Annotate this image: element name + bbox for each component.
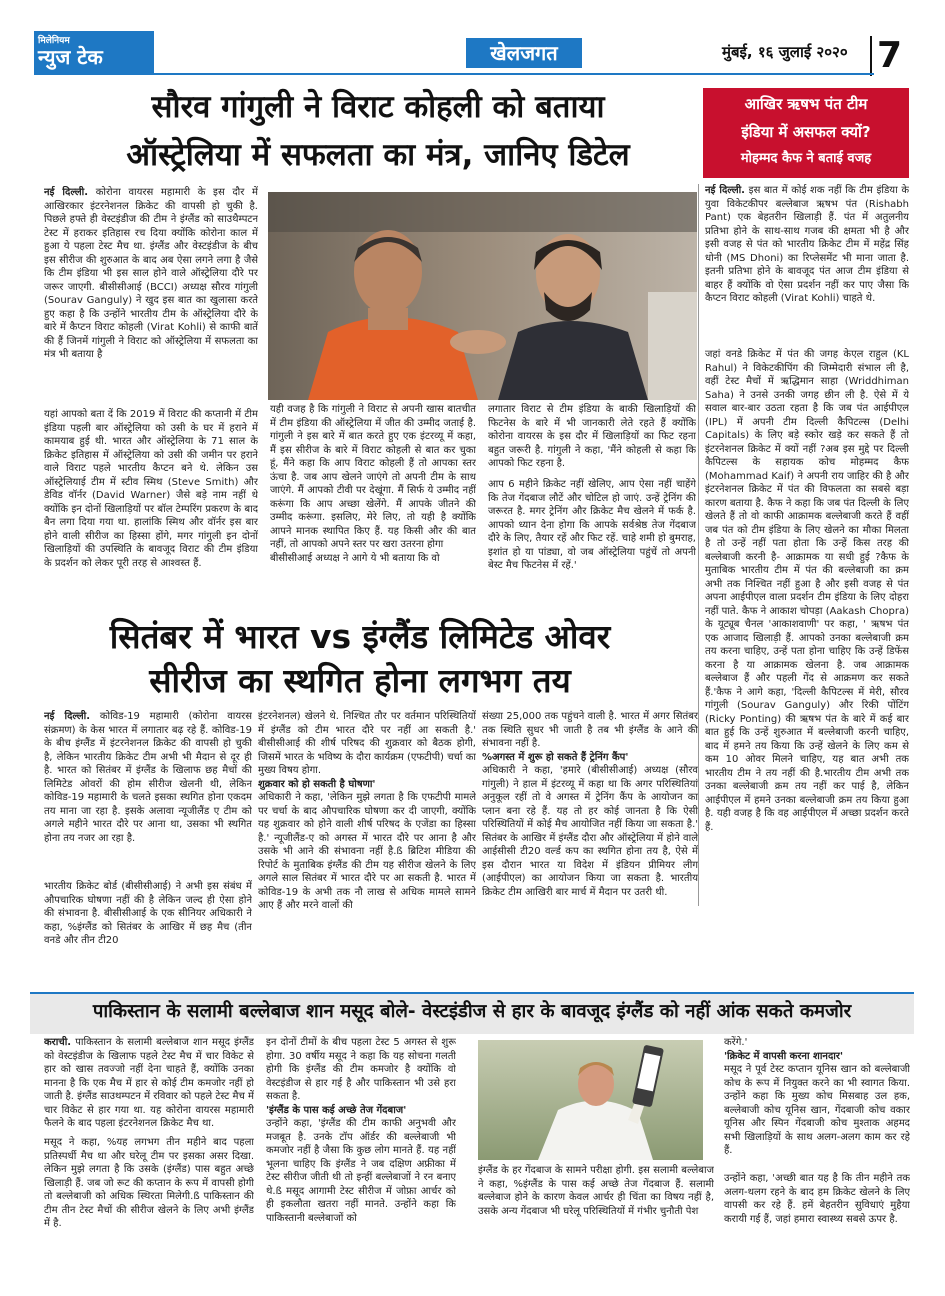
story3-column-4b <box>724 1172 910 1264</box>
story1-column-3 <box>488 403 696 473</box>
section-label: खेलजगत <box>466 38 582 68</box>
story1-column-1 <box>44 186 258 404</box>
story1-dateline: नई दिल्ली. <box>44 187 89 198</box>
story3-subhead-2: 'क्रिकेट में वापसी करना शानदार' <box>724 1050 844 1062</box>
sidebar-text-1 <box>705 184 909 344</box>
story3-col3-text: इंग्लैंड के हर गेंदबाज के सामने परीक्षा होगी. इस सलामी बल्लेबाज ने कहा, %इंग्लैंड के पास कई अच्छे तेज गेंदबाज हैं. सलामी बल्लेबाज होने के कारण केवल आर्चर ही चिंता का विषय नहीं है, उसके अन्य गेंदबाज भी घरेलू परिस्थितियों में गंभीर चुनौती पेश <box>478 1165 714 1217</box>
story2-column-1b <box>44 880 252 988</box>
story2-col3b-text: अधिकारी ने कहा, 'हमारे (बीसीसीआई) अध्यक्ष (सौरव गांगुली) ने हाल में इंटरव्यू में कहा था कि अगर परिस्थितियां अनुकूल रहीं तो वे अगस्त में ट्रेनिंग कैंप के आयोजन का प्लान बना रहे हैं. यह तो हर कोई जानता है कि ऐसी परिस्थितियों में कोई मैच आयोजित नहीं किया जा सकता है.' सितंबर के आखिर में इंग्लैंड दौरा और ऑस्ट्रेलिया में होने वाले आईसीसी टी20 वर्ल्ड कप का स्थगित होना तय है, ऐसे में इस दौरान भारत या विदेश में इंडियन प्रीमियर लीग (आईपीएल) का आयोजन किया जा सकता है. भारतीय क्रिकेट टीम आखिरी बार मार्च में मैदान पर उतरी थी. <box>482 765 698 898</box>
story2-headline-line1[interactable]: सितंबर में भारत vs इंग्लैंड लिमिटेड ओवर <box>109 617 611 656</box>
story2-column-3 <box>482 710 698 988</box>
story3-col2-text: इन दोनों टीमों के बीच पहला टेस्ट 5 अगस्त से शुरू होगा. 30 वर्षीय मसूद ने कहा कि यह सोचना गलती होगी कि इंग्लैंड की टीम कमजोर है क्योंकि वो वेस्टइंडीज से हार गई है और पाकिस्तान भी उसे हरा सकता है. <box>266 1037 456 1102</box>
story1-headline-line1[interactable]: सौरव गांगुली ने विराट कोहली को बताया <box>151 89 605 125</box>
story1-col2-text: यही वजह है कि गांगुली ने विराट से अपनी खास बातचीत में टीम इंडिया की ऑस्ट्रेलिया में जीत की उम्मीद जताई है. गांगुली ने इस बारे में बात करते हुए एक इंटरव्यू में कहा, मैं इस सीरीज के बारे में विराट कोहली से बात कर चुका हूं, मैंने कहा कि आप विराट कोहली हैं तो आपका स्तर ऊंचा है. जब आप खेलने जाएंगे तो अपनी टीम के साथ जाएंगे. मैं आपको टीवी पर देखूंगा. मैं सिर्फ ये उम्मीद नहीं करूंगा कि आप अच्छा खेलेंगे. मैं आपके जीतने की उम्मीद करूंगा. इसलिए, मेरे लिए, तो यही है क्योंकि आपने मानक स्थापित किए हैं. यह किसी और की बात नहीं, तो आपको अपने स्तर पर खरा उतरना होगा <box>270 404 476 550</box>
ben-stokes-photo <box>478 1040 703 1160</box>
story3-column-1b <box>44 1136 254 1264</box>
masthead-rule <box>34 73 874 75</box>
story1-column-3b <box>488 478 696 602</box>
story2-col2-text: इंटरनेशनल) खेलने थे. निश्चित तौर पर वर्तमान परिस्थितियों में इंग्लैंड को टीम भारत दौरे पर नहीं आ सकती है.' बीसीसीआई की शीर्ष परिषद की शुक्रवार को बैठक होगी, जिसमें भारत के भविष्य के दौरा कार्यक्रम (एफटीपी) चर्चा का मुख्य विषय होगा. <box>258 711 476 776</box>
story2-subhead-1: शुक्रवार को हो सकती है घोषणा' <box>258 778 376 790</box>
sidebar-divider <box>698 184 699 906</box>
story2-column-1 <box>44 710 252 878</box>
page-number: 7 <box>877 35 903 76</box>
brand-tagline: मिलेनियम <box>38 36 70 46</box>
story2-col2b-text: अधिकारी ने कहा, 'लेकिन मुझे लगता है कि एफटीपी मामले पर चर्चा के बाद औपचारिक घोषणा कर दी जाएगी, क्योंकि यह शुक्रवार को होने वाली शीर्ष परिषद के एजेंडा का हिस्सा है.' न्यूजीलैंड-ए को अगस्त में भारत दौरे पर आना है और उसके भी आने की संभावना नहीं है.ß ब्रिटिश मीडिया की रिपोर्ट के मुताबिक इंग्लैंड की टीम यह सीरीज खेलने के लिए अगले साल सितंबर में भारत दौरे पर आ सकती है. भारत में कोविड-19 के अभी तक नौ लाख से अधिक मामले सामने आए हैं और मरने वालों की <box>258 792 476 911</box>
story3-dateline: कराची. <box>44 1037 72 1048</box>
story3-col4-text: मसूद ने पूर्व टेस्ट कप्तान यूनिस खान को बल्लेबाजी कोच के रूप में नियुक्त करने का भी स्वागत किया. उन्होंने कहा कि मुख्य कोच मिसबाह उल हक, बल्लेबाजी कोच यूनिस खान, गेंदबाजी कोच वकार यूनिस और स्पिन गेंदबाजी कोच मुश्ताक अहमद सभी खिलाड़ियों के साथ अलग-अलग काम कर रहे हैं. <box>724 1064 910 1156</box>
story2-headline-line2[interactable]: सीरीज का स्थगित होना लगभग तय <box>149 661 571 700</box>
sidebar-headline-box[interactable] <box>703 88 909 178</box>
sidebar-dateline: नई दिल्ली. <box>705 185 745 196</box>
story3-col2b-text: उन्होंने कहा, 'इंग्लैंड की टीम काफी अनुभवी और मजबूत है. उनके टॉप ऑर्डर की बल्लेबाजी भी कमजोर नहीं है जैसा कि कुछ लोग मानते हैं. यह नहीं भूलना चाहिए कि इंग्लैंड ने जब दक्षिण अफ्रीका में टेस्ट सीरीज जीती थी तो इन्हीं बल्लेबाजों ने रन बनाए थे.ß मसूद आगामी टेस्ट सीरीज में जोफ्रा आर्चर को ही इकलौता खतरा नहीं मानते. उन्होंने कहा कि पाकिस्तानी बल्लेबाजों को <box>266 1118 456 1224</box>
sidebar-headline-line3: मोहम्मद कैफ ने बताई वजह <box>740 151 872 166</box>
ganguly-kohli-photo <box>268 192 697 400</box>
sidebar-text1: इस बात में कोई शक नहीं कि टीम इंडिया के युवा विकेटकीपर बल्लेबाज ऋषभ पंत (Rishabh Pant) एक बेहतरीन खिलाड़ी हैं. पंत में अतुलनीय प्रतिभा होने के साथ-साथ गजब की क्षमता भी है और इसी वजह से पंत को भारतीय क्रिकेट टीम में महेंद्र सिंह धोनी (MS Dhoni) का रिप्लेसमेंट भी माना जाता है. इतनी प्रतिभा होने के बावजूद पंत आज टीम इंडिया से बाहर हैं क्योंकि वो ऐसा प्रदर्शन नहीं कर पाए जैसा कि कैप्टन विराट कोहली (Virat Kohli) चाहते थे. <box>705 185 909 304</box>
story1-col1b-text: यहां आपको बता दें कि 2019 में विराट की कप्तानी में टीम इंडिया पहली बार ऑस्ट्रेलिया को उसी के घर में हराने में कामयाब हुई थी. भारत और ऑस्ट्रेलिया के 71 साल के क्रिकेट इतिहास में ऑस्ट्रेलिया को उसी की जमीन पर हराने वाले विराट पहले भारतीय कैप्टन बने थे. लेकिन उस ऑस्ट्रेलियाई टीम में स्टीव स्मिथ (Steve Smith) और डेविड वॉर्नर (David Warner) जैसे बड़े नाम नहीं थे क्योंकि इन दोनों खिलाड़ियों पर बॉल टेम्परिंग प्रकरण के बाद बैन लगा दिया गया था. हालांकि स्मिथ और वॉर्नर इस बार होने वाली सीरीज का हिस्सा होंगे, मगर गांगुली इन दोनों खिलाड़ियों की उपस्थिति के बावजूद विराट की टीम इंडिया के प्रदर्शन को लेकर पूरी तरह से आश्वस्त हैं. <box>44 409 258 569</box>
story3-column-3 <box>478 1164 714 1260</box>
story1-col1-text: कोरोना वायरस महामारी के इस दौर में आखिरकार इंटरनेशनल क्रिकेट की वापसी हो चुकी है. पिछले हफ्ते ही वेस्टइंडीज की टीम ने इंग्लैंड को साउथैम्पटन टेस्ट में हराकर इतिहास रच दिया क्योंकि कोरोना काल में हुआ ये पहला टेस्ट मैच था. इंग्लैंड और वेस्टइंडीज के बीच इस सीरीज की शुरुआत के बाद अब ऐसा लगने लगा है जैसे कि टीम इंडिया भी इस साल होने वाले ऑस्ट्रेलिया दौरे पर जरूर जाएगी. बीसीसीआई (BCCI) अध्यक्ष सौरव गांगुली (Sourav Ganguly) ने खुद इस बात का खुलासा करते हुए कहा है कि उन्होंने भारतीय टीम के ऑस्ट्रेलिया दौरे के बारे में कैप्टन विराट कोहली (Virat Kohli) से काफी बातें की हैं जिनमें गांगुली ने विराट को ऑस्ट्रेलिया में सफलता का मंत्र भी बताया है <box>44 187 258 360</box>
story3-col1b-text: मसूद ने कहा, %यह लगभग तीन महीने बाद पहला प्रतिस्पर्धी मैच था और घरेलू टीम पर इसका असर दिखा. लेकिन मुझे लगता है कि उसके (इंग्लैंड) पास बहुत अच्छे खिलाड़ी हैं. जब जो रूट की कप्तान के रूप में वापसी होगी तो बल्लेबाजी को अधिक स्थिरता मिलेगी.ß पाकिस्तान की टीम तीन टेस्ट मैचों की सीरीज खेलने के लिए अभी इंग्लैंड में है. <box>44 1137 254 1229</box>
story1-column-2 <box>270 403 476 595</box>
story3-subhead-1: 'इंग्लैंड के पास कई अच्छे तेज गेंदबाज' <box>266 1104 407 1116</box>
story2-col1-text: कोविड-19 महामारी (कोरोना वायरस संक्रमण) के केस भारत में लगातार बढ़ रहे हैं. कोविड-19 के बीच इंग्लैंड में इंटरनेशनल क्रिकेट की वापसी हो चुकी है, लेकिन भारतीय क्रिकेट टीम अभी भी मैदान से दूर ही है. भारत को सितंबर में इंग्लैंड के खिलाफ छह मैचों की लिमिटेड ओवरों की होम सीरीज खेलनी थी, लेकिन कोविड-19 महामारी के चलते इसका स्थगित होना एकदम तय माना जा रहा है. इसके अलावा न्यूजीलैंड ए टीम को अगले महीने भारत दौरे पर आना था, उसका भी स्थगित होना तय नजर आ रहा है. <box>44 711 252 844</box>
story2-column-2 <box>258 710 476 988</box>
story3-column-2 <box>266 1036 456 1264</box>
story3-col4a-text: करेंगे.' <box>724 1037 748 1048</box>
sidebar-headline-line1: आखिर ऋषभ पंत टीम <box>744 95 868 113</box>
story1-col2b-text: बीसीसीआई अध्यक्ष ने आगे ये भी बताया कि वो <box>270 552 440 564</box>
sidebar-headline-line2: इंडिया में असफल क्यों? <box>741 123 871 141</box>
story3-headline[interactable]: पाकिस्तान के सलामी बल्लेबाज शान मसूद बोले- वेस्टइंडीज से हार के बावजूद इंग्लैंड को नहीं आंक सकते कमजोर <box>92 1001 852 1022</box>
page-number-divider <box>870 36 872 76</box>
ben-stokes-illustration <box>478 1040 703 1160</box>
story3-col1-text: पाकिस्तान के सलामी बल्लेबाज शान मसूद इंग्लैंड को वेस्टइंडीज के खिलाफ पहले टेस्ट मैच में चार विकेट से हार को खास तवज्जो नहीं देना चाहते हैं, क्योंकि उनका मानना है कि एक मैच में हार से कोई टीम कमजोर नहीं हो जाती है. इंग्लैंड साउथम्पटन में रविवार को पहले टेस्ट मैच में चार विकेट से हार गया था. यह कोरोना वायरस महामारी फैलने के बाद पहला इंटरनेशनल क्रिकेट मैच था. <box>44 1037 254 1129</box>
story1-headline-line2[interactable]: ऑस्ट्रेलिया में सफलता का मंत्र, जानिए डिटेल <box>126 137 630 173</box>
story2-col3-text: संख्या 25,000 तक पहुंचने वाली है. भारत में अगर सितंबर तक स्थिति सुधर भी जाती है तब भी इंग्लैंड के आने की संभावना नहीं है. <box>482 711 698 749</box>
story2-dateline: नई दिल्ली. <box>44 711 91 722</box>
story1-col3b-text: आप 6 महीने क्रिकेट नहीं खेलिए, आप ऐसा नहीं चाहेंगे कि तेज गेंदबाज लौटें और चोटिल हो जाएं. उन्हें ट्रेनिंग की जरूरत है. मगर ट्रेनिंग और क्रिकेट मैच खेलने में फर्क है. आपको ध्यान देना होगा कि आपके सर्वश्रेष्ठ तेज गेंदबाज दौरे के लिए, तैयार रहें और फिट रहें. चाहे शमी हो बुमराह, इशांत हो या पांड्या, वो जब ऑस्ट्रेलिया पहुंचें तो अपनी बेस्ट मैच फिटनेस में रहें.' <box>488 479 696 571</box>
sidebar-text-2 <box>705 348 909 908</box>
story1-column-1b <box>44 408 258 608</box>
story2-subhead-2: %अगस्त में शुरू हो सकते हैं ट्रेनिंग कैंप' <box>482 751 629 763</box>
brand-logo[interactable] <box>34 31 154 73</box>
story3-column-4 <box>724 1036 910 1172</box>
date-line: मुंबई, १६ जुलाई २०२० <box>722 43 848 61</box>
story2-col1b-text: भारतीय क्रिकेट बोर्ड (बीसीसीआई) ने अभी इस संबंध में औपचारिक घोषणा नहीं की है लेकिन जल्द ही ऐसा होने की संभावना है. बीसीसीआई के एक सीनियर अधिकारी ने कहा, %इंग्लैंड को सितंबर के आखिर में छह मैच (तीन वनडे और तीन टी20 <box>44 881 252 946</box>
story1-col3-text: लगातार विराट से टीम इंडिया के बाकी खिलाड़ियों की फिटनेस के बारे में भी जानकारी लेते रहते हैं क्योंकि कोरोना वायरस के इस दौर में खिलाड़ियों का फिट रहना बहुत जरूरी है. गांगुली ने कहा, 'मैंने कोहली से कहा कि आपको फिट रहना है. <box>488 404 696 469</box>
story3-column-1 <box>44 1036 254 1136</box>
sidebar-text2: जहां वनडे क्रिकेट में पंत की जगह केएल राहुल (KL Rahul) ने विकेटकीपिंग की जिम्मेदारी संभाल ली है, वहीं टेस्ट मैचों में ऋद्धिमान साहा (Wriddhiman Saha) ने उनसे उनकी जगह छीन ली है. ऐसे में ये सवाल बार-बार उठता रहता है कि जब पंत आईपीएल (IPL) में अपनी टीम दिल्ली कैपिटल्स (Delhi Capitals) के लिए बड़े स्कोर खड़े कर सकते हैं तो इंटरनेशनल क्रिकेट में क्यों नहीं ?अब इस मुद्दे पर दिल्ली कैपिटल्स के सहायक कोच मोहम्मद कैफ (Mohammad Kaif) ने अपनी राय जाहिर की है और इंटरनेशनल क्रिकेट में पंत की विफलता का सबसे बड़ा कारण बताया है. कैफ ने कहा कि जब पंत दिल्ली के लिए खेलते हैं तो वो काफी आक्रामक बल्लेबाजी करते हैं वहीं जब पंत को टीम इंडिया के लिए खेलने का मौका मिलता है तो उन्हें नहीं पता होता कि उन्हें किस तरह की बल्लेबाजी करनी है- आक्रामक या सधी हुई ?कैफ के मुताबिक भारतीय टीम में पंत की बल्लेबाजी का क्रम अभी तक निश्चित नहीं हुआ है और इसी वजह से पंत अपना आईपीएल वाला प्रदर्शन टीम इंडिया के लिए दोहरा नहीं पाते. कैफ ने आकाश चोपड़ा (Aakash Chopra) के यूट्यूब चैनल 'आकाशवाणी' पर कहा, ' ऋषभ पंत एक आजाद खिलाड़ी हैं. आपको उनका बल्लेबाजी क्रम तय करना चाहिए, उन्हें पता होना चाहिए कि उन्हें डिफेंस करना है या आक्रामक खेलना है. जब आक्रामक बल्लेबाज हैं और पहली गेंद से आक्रमण कर सकते हैं.'कैफ ने आगे कहा, 'दिल्ली कैपिटल्स में मेरी, सौरव गांगुली (Sourav Ganguly) और रिकी पोंटिंग (Ricky Ponting) की ऋषभ पंत के बारे में कई बार बात हुई कि उन्हें शुरुआत में बल्लेबाजी करनी चाहिए, बाद में हमने तय किया कि उन्हें खेलने के लिए कम से कम 10 ओवर मिलने चाहिए, यह बात अभी तक भारतीय टीम ने तय नहीं की है.भारतीय टीम अभी तक उनका बल्लेबाजी क्रम तय नहीं कर पाई है, लेकिन आईपीएल में हमने उनका बल्लेबाजी क्रम तय किया हुआ है. यही वजह है कि वह आईपीएल में अच्छा प्रदर्शन करते हैं. <box>705 349 909 833</box>
masthead <box>0 0 945 80</box>
brand-name: न्युज टेक <box>38 45 103 69</box>
story3-col4b-text: उन्होंने कहा, 'अच्छी बात यह है कि तीन महीने तक अलग-थलग रहने के बाद हम क्रिकेट खेलने के लिए वापसी कर रहे हैं. हमें बेहतरीन सुविधाएं मुहैया करायी गई हैं, जहां हमारा स्वास्थ्य सबसे ऊपर है. <box>724 1173 910 1225</box>
ganguly-kohli-illustration <box>268 192 697 400</box>
